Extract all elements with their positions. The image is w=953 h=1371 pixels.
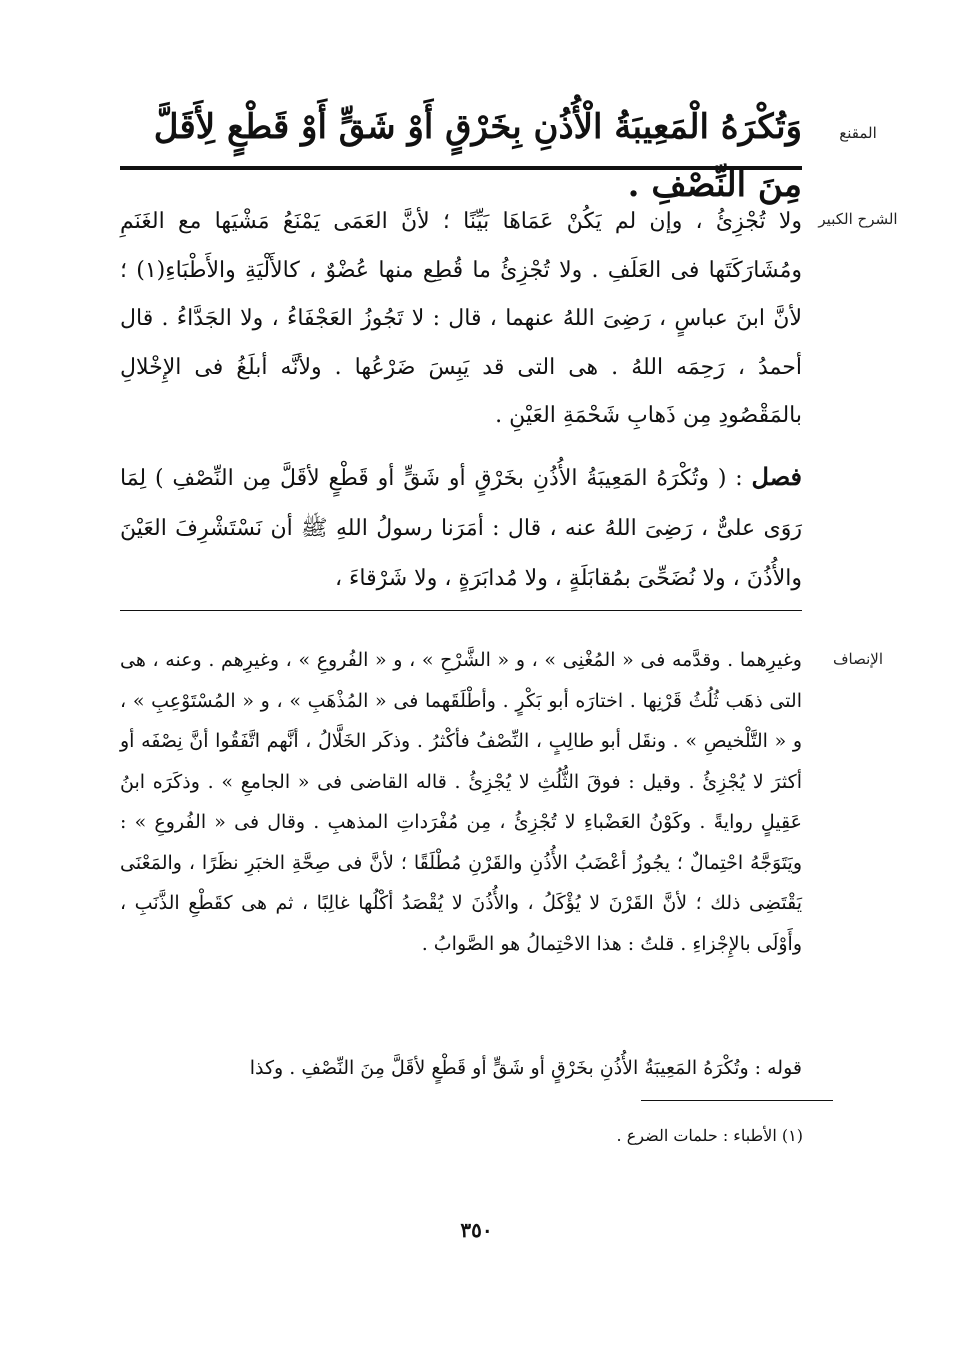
fasl-text: : ( وتُكْرَهُ المَعِيبَةُ الأُذُنِ بخَرْقٍ أو شَقٍّ أو قَطْعٍ لأقَلَّ مِن النِّصْفِ ) لِمَا رَوَى علىٌّ ، رَضِىَ اللهُ عنه ، قال : أمَرَنا رسولُ اللهِ ﷺ أن نَسْتَشْرِفَ العَيْنَ والأُذُنَ ، ولا نُضَحِّىَ بمُقابَلَةٍ ، ولا مُدابَرَةٍ ، ولا شَرْقاءَ ، [120,466,802,591]
insaf-paragraph: وغيرِهما . وقدَّمه فى « المُغْنِى » ، و « الشَّرْحِ » ، و « الفُروعِ » ، وغيرِهم . وعنه ، هى التى ذهَب ثُلُثُ قَرْنِها . اختارَه أبو بَكْرٍ . وأطْلَقَهما فى « المُذْهَبِ » ، و « المُسْتَوْعِبِ » ، و « التَّلْخيصِ » . ونقَل أبو طالِبٍ ، النِّصْفُ فأكْثرُ . وذكَر الخَلَّالُ ، أنَّهم اتَّفَقُوا أنَّ نِصْفَه أو أكثرَ لا يُجْزِئُ . وقيل : فوقَ الثُّلُثِ لا يُجْزِئُ . قاله القاضى فى « الجامعِ » . وذكَرَه ابنُ عَقِيلٍ روايةً . وكَوْنُ العَضْباءِ لا تُجْزِئُ ، مِن مُفْرَداتِ المذهبِ . وقال فى « الفُروعِ » : ويَتَوَجَّهُ احْتِمالٌ ؛ يجُوزُ أعْضَبُ الأُذُنِ والقَرْنِ مُطْلَقًا ؛ لأنَّ فى صِحَّةِ الخبَرِ نظَرًا ، والمَعْنَى يَقْتَضِى ذلك ؛ لأنَّ القَرْنَ لا يُؤْكَلُ ، والأُذُنَ لا يُقْصَدُ أكْلُها غالِبًا ، ثم هى كقَطْعِ الذَّنَبِ ، وأَوْلَى بالإِجْزاءِ . قلتُ : هذا الاحْتِمالُ هو الصَّوابُ . [120,649,802,955]
insaf-label: الإنصاف [832,650,884,668]
footnote: (١) الأطباء : حلمات الضرع . [616,1126,803,1145]
sharh-paragraph: ولا تُجْزِئُ ، وإن لم يَكُنْ عَمَاهَا بَيِّنًا ؛ لأنَّ العَمَى يَمْنَعُ مَشْيَها مع الغَنَمِ ومُشَارَكَتَها فى العَلَفِ . ولا تُجْزِئُ ما قُطِع منها عُضْوٌ ، كالأَلْيَةِ والأَطْبَاءِ(١) ؛ لأنَّ ابنَ عباسٍ ، رَضِىَ اللهُ عنهما ، قال : لا تَجُوزُ العَجْفَاءُ ، ولا الجَدَّاءُ . قال أحمدُ ، رَحِمَه اللهُ . هى التى قد يَبِسَ ضَرْعُها . ولأنَّه أبلَغُ فى الإِخْلالِ بالمَقْصُودِ مِن ذَهابِ شَحْمَةِ العَيْنِ . [120,209,802,428]
qawluh-paragraph: قوله : وتُكْرَهُ المَعِيبَةُ الأُذُنِ بخَرْقٍ أو شَقٍّ أو قَطْعٍ لأقَلَّ مِنَ النِّصْفِ . وكذا [249,1057,802,1079]
page-number: ٣٥٠ [460,1218,493,1242]
muqni-text: وَتُكْرَهُ الْمَعِيبَةُ الْأُذُنِ بِخَرْقٍ أَوْ شَقٍّ أَوْ قَطْعٍ لِأَقَلَّ مِنَ النِّصْفِ . [153,107,802,205]
footnote-divider [641,1100,833,1101]
fasl-heading: فصل [751,462,802,491]
muqni-divider [120,166,802,170]
fasl-paragraph [120,452,802,604]
sharh-divider [120,610,802,611]
sharh-label: الشرح الكبير [818,210,898,228]
muqni-label: المقنع [839,124,877,142]
